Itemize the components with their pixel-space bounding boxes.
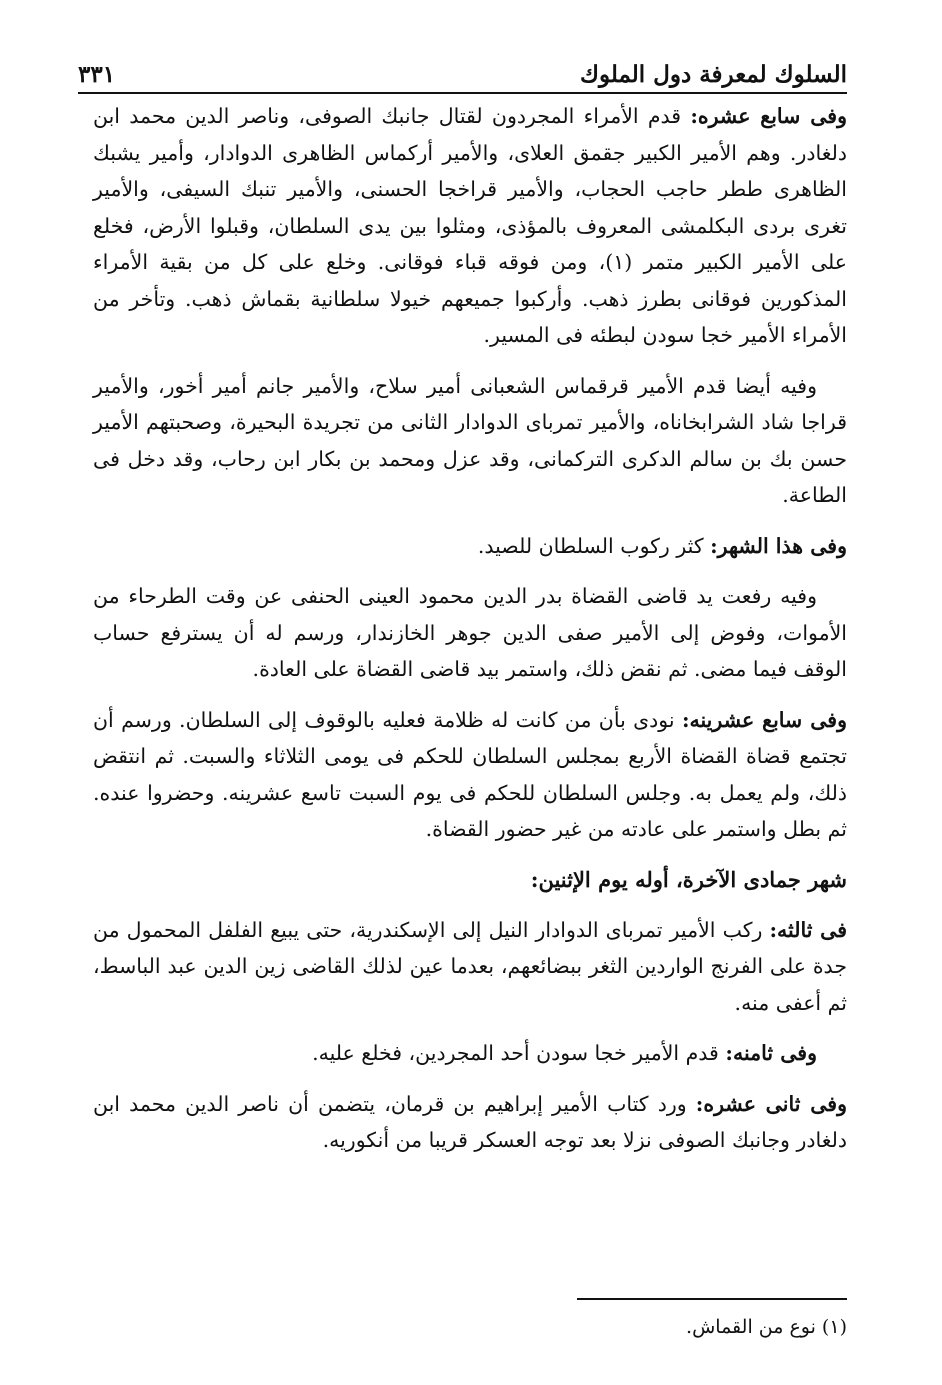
book-title: السلوك لمعرفة دول الملوك	[579, 61, 847, 88]
paragraph-text: قدم الأمير خجا سودن أحد المجردين، فخلع عليه.	[312, 1041, 726, 1065]
page-number: ٣٣١	[78, 61, 116, 88]
paragraph-text: ورد كتاب الأمير إبراهيم بن قرمان، يتضمن أن ناصر الدين محمد ابن دلغادر وجانبك الصوفى نزلا بعد توجه العسكر قريبا من أنكوريه.	[93, 1091, 847, 1152]
month-heading	[93, 862, 847, 898]
running-header	[78, 48, 847, 94]
paragraph	[93, 528, 847, 565]
page-body	[93, 98, 847, 1173]
paragraph	[93, 702, 847, 848]
paragraph-text: كثر ركوب السلطان للصيد.	[477, 533, 711, 558]
date-lead: وفى سابع عشرينه:	[681, 707, 847, 732]
paragraph-text: ركب الأمير تمرباى الدوادار النيل إلى الإسكندرية، حتى يبيع الفلفل المحمول من جدة على الفرنج الواردين الثغر ببضائعهم، بعدما عين لذلك القاضى زين الدين عبد الباسط، ثم أعفى منه.	[93, 917, 847, 1015]
paragraph-text: وفيه رفعت يد قاضى القضاة بدر الدين محمود العينى الحنفى عن وقت الطرحاء من الأموات، وفوض إلى الأمير صفى الدين جوهر الخازندار، ورسم له أن يسترفع حساب الوقف فيما مضى. ثم نقض ذلك، واستمر بيد قاضى القضاة على العادة.	[93, 584, 847, 681]
date-lead: وفى ثامنه:	[725, 1041, 817, 1065]
date-lead: وفى سابع عشره:	[690, 104, 847, 128]
paragraph	[93, 98, 847, 354]
paragraph	[93, 368, 847, 514]
month-heading-text: شهر جمادى الآخرة، أوله يوم الإثنين:	[530, 866, 847, 892]
paragraph-text: وفيه أيضا قدم الأمير قرقماس الشعبانى أمير سلاح، والأمير جانم أمير أخور، والأمير قراجا شاد الشرابخاناه، والأمير تمرباى الدوادار الثانى من تجريدة البحيرة، وصحبتهم الأمير حسن بك بن سالم الدكرى التركمانى، وقد عزل ومحمد بن بكار ابن رحاب، وقد دخل فى الطاعة.	[93, 373, 847, 507]
date-lead: وفى ثانى عشره:	[695, 1091, 847, 1116]
paragraph-text: قدم الأمراء المجردون لقتال جانبك الصوفى، وناصر الدين محمد ابن دلغادر. وهم الأمير الكبير جقمق العلاى، والأمير أركماس الظاهرى الدوادار، وأمير يشبك الظاهرى ططر حاجب الحجاب، والأمير قراخجا الحسنى، والأمير تنبك السيفى، والأمير تغرى بردى البكلمشى المعروف بالمؤذى، ومثلوا بين يدى السلطان، وقبلوا الأرض، فخلع على الأمير الكبير متمر (١)، ومن فوقه قباء فوقانى. وخلع على كل من بقية الأمراء المذكورين فوقانى بطرز ذهب. وأركبوا جميعهم خيولا سلطانية بقماش ذهب. وتأخر من الأمراء الأمير خجا سودن لبطئه فى المسير.	[93, 104, 847, 347]
footnote-divider	[577, 1298, 847, 1300]
paragraph-text: نودى بأن من كانت له ظلامة فعليه بالوقوف إلى السلطان. ورسم أن تجتمع قضاة القضاة الأربع بمجلس السلطان للحكم فى يومى الثلاثاء والسبت. ثم انتقض ذلك، ولم يعمل به. وجلس السلطان للحكم فى يوم السبت تاسع عشرينه. وحضروا عنده. ثم بطل واستمر على عادته من غير حضور القضاة.	[93, 707, 847, 841]
paragraph	[93, 578, 847, 688]
paragraph	[93, 1035, 847, 1072]
paragraph	[93, 1086, 847, 1159]
date-lead: وفى هذا الشهر:	[710, 533, 847, 558]
footnote: (١) نوع من القماش.	[686, 1316, 847, 1338]
date-lead: فى ثالثه:	[769, 917, 847, 942]
paragraph	[93, 912, 847, 1022]
